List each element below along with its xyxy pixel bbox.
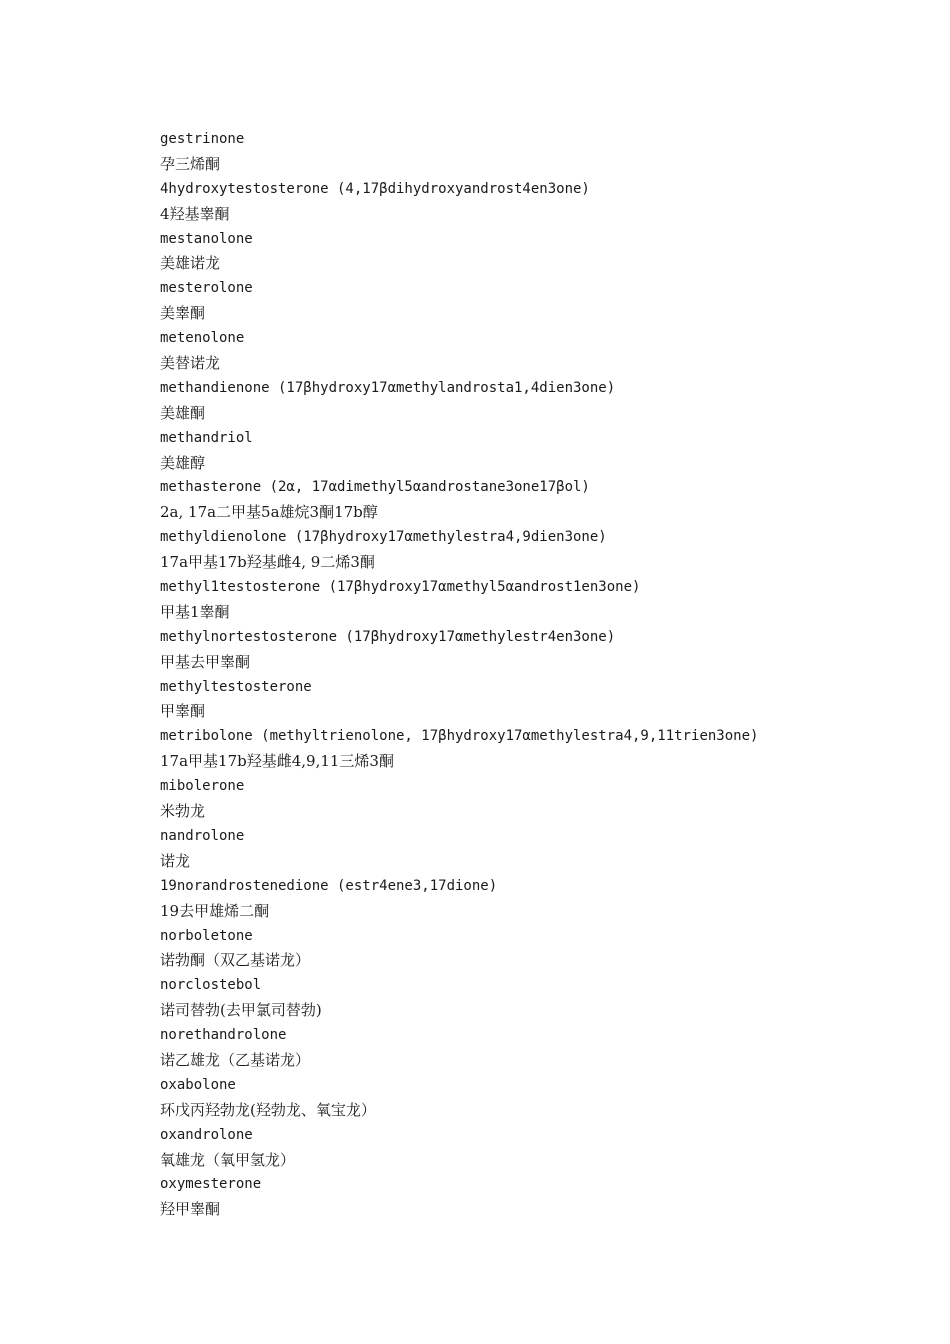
english-name-line: oxymesterone — [160, 1176, 262, 1193]
english-name-line: gestrinone — [160, 131, 245, 147]
chinese-name-line: 甲基去甲睾酮 — [160, 652, 251, 671]
english-name-line: 19norandrostenedione (estr4ene3,17dione) — [160, 877, 498, 894]
english-name-line: mesterolone — [160, 280, 253, 297]
chinese-name-line: 孕三烯酮 — [160, 154, 221, 173]
english-name-line: 4hydroxytestosterone (4,17βdihydroxyandrost4en3one) — [160, 180, 590, 197]
english-name-line: methyltestosterone — [160, 678, 312, 695]
chinese-name-line: 氧雄龙（氧甲氢龙） — [160, 1150, 296, 1169]
english-name-line: norclostebol — [160, 977, 262, 994]
chinese-name-line: 美替诺龙 — [160, 354, 221, 373]
english-name-line: oxabolone — [160, 1076, 236, 1093]
chinese-name-line: 美雄诺龙 — [160, 254, 221, 273]
substance-list — [160, 127, 920, 1222]
chinese-name-line: 甲睾酮 — [160, 702, 206, 721]
chinese-name-line: 诺勃酮（双乙基诺龙） — [160, 951, 311, 970]
chinese-name-line: 17a甲基17b羟基雌4,9,11三烯3酮 — [160, 752, 394, 771]
english-name-line: methylnortestosterone (17βhydroxy17αmethylestr4en3one) — [160, 628, 616, 645]
english-name-line: norboletone — [160, 927, 253, 944]
chinese-name-line: 羟甲睾酮 — [160, 1200, 221, 1219]
chinese-name-line: 2a, 17a二甲基5a雄烷3酮17b醇 — [160, 503, 378, 522]
chinese-name-line: 诺司替勃(去甲氯司替勃) — [160, 1001, 322, 1020]
chinese-name-line: 诺龙 — [160, 851, 191, 870]
english-name-line: mestanolone — [160, 230, 253, 247]
english-name-line: norethandrolone — [160, 1027, 287, 1044]
english-name-line: mibolerone — [160, 778, 245, 795]
chinese-name-line: 美雄酮 — [160, 403, 206, 422]
chinese-name-line: 美睾酮 — [160, 304, 206, 323]
english-name-line: methasterone (2α, 17αdimethyl5αandrostane3one17βol) — [160, 479, 590, 496]
chinese-name-line: 4羟基睾酮 — [160, 204, 230, 223]
chinese-name-line: 环戊丙羟勃龙(羟勃龙、氧宝龙） — [160, 1100, 376, 1119]
english-name-line: nandrolone — [160, 827, 245, 844]
english-name-line: metribolone (methyltrienolone, 17βhydroxy17αmethylestra4,9,11trien3one) — [160, 728, 759, 745]
english-name-line: metenolone — [160, 330, 245, 347]
chinese-name-line: 美雄醇 — [160, 453, 206, 472]
chinese-name-line: 19去甲雄烯二酮 — [160, 901, 270, 920]
chinese-name-line: 17a甲基17b羟基雌4, 9二烯3酮 — [160, 553, 375, 572]
english-name-line: methyldienolone (17βhydroxy17αmethylestra4,9dien3one) — [160, 529, 607, 546]
chinese-name-line: 米勃龙 — [160, 802, 206, 821]
english-name-line: methandriol — [160, 429, 253, 446]
chinese-name-line: 诺乙雄龙（乙基诺龙） — [160, 1050, 311, 1069]
english-name-line: methandienone (17βhydroxy17αmethylandrosta1,4dien3one) — [160, 379, 616, 396]
chinese-name-line: 甲基1睾酮 — [160, 602, 230, 621]
english-name-line: oxandrolone — [160, 1126, 253, 1143]
english-name-line: methyl1testosterone (17βhydroxy17αmethyl5αandrost1en3one) — [160, 579, 641, 596]
